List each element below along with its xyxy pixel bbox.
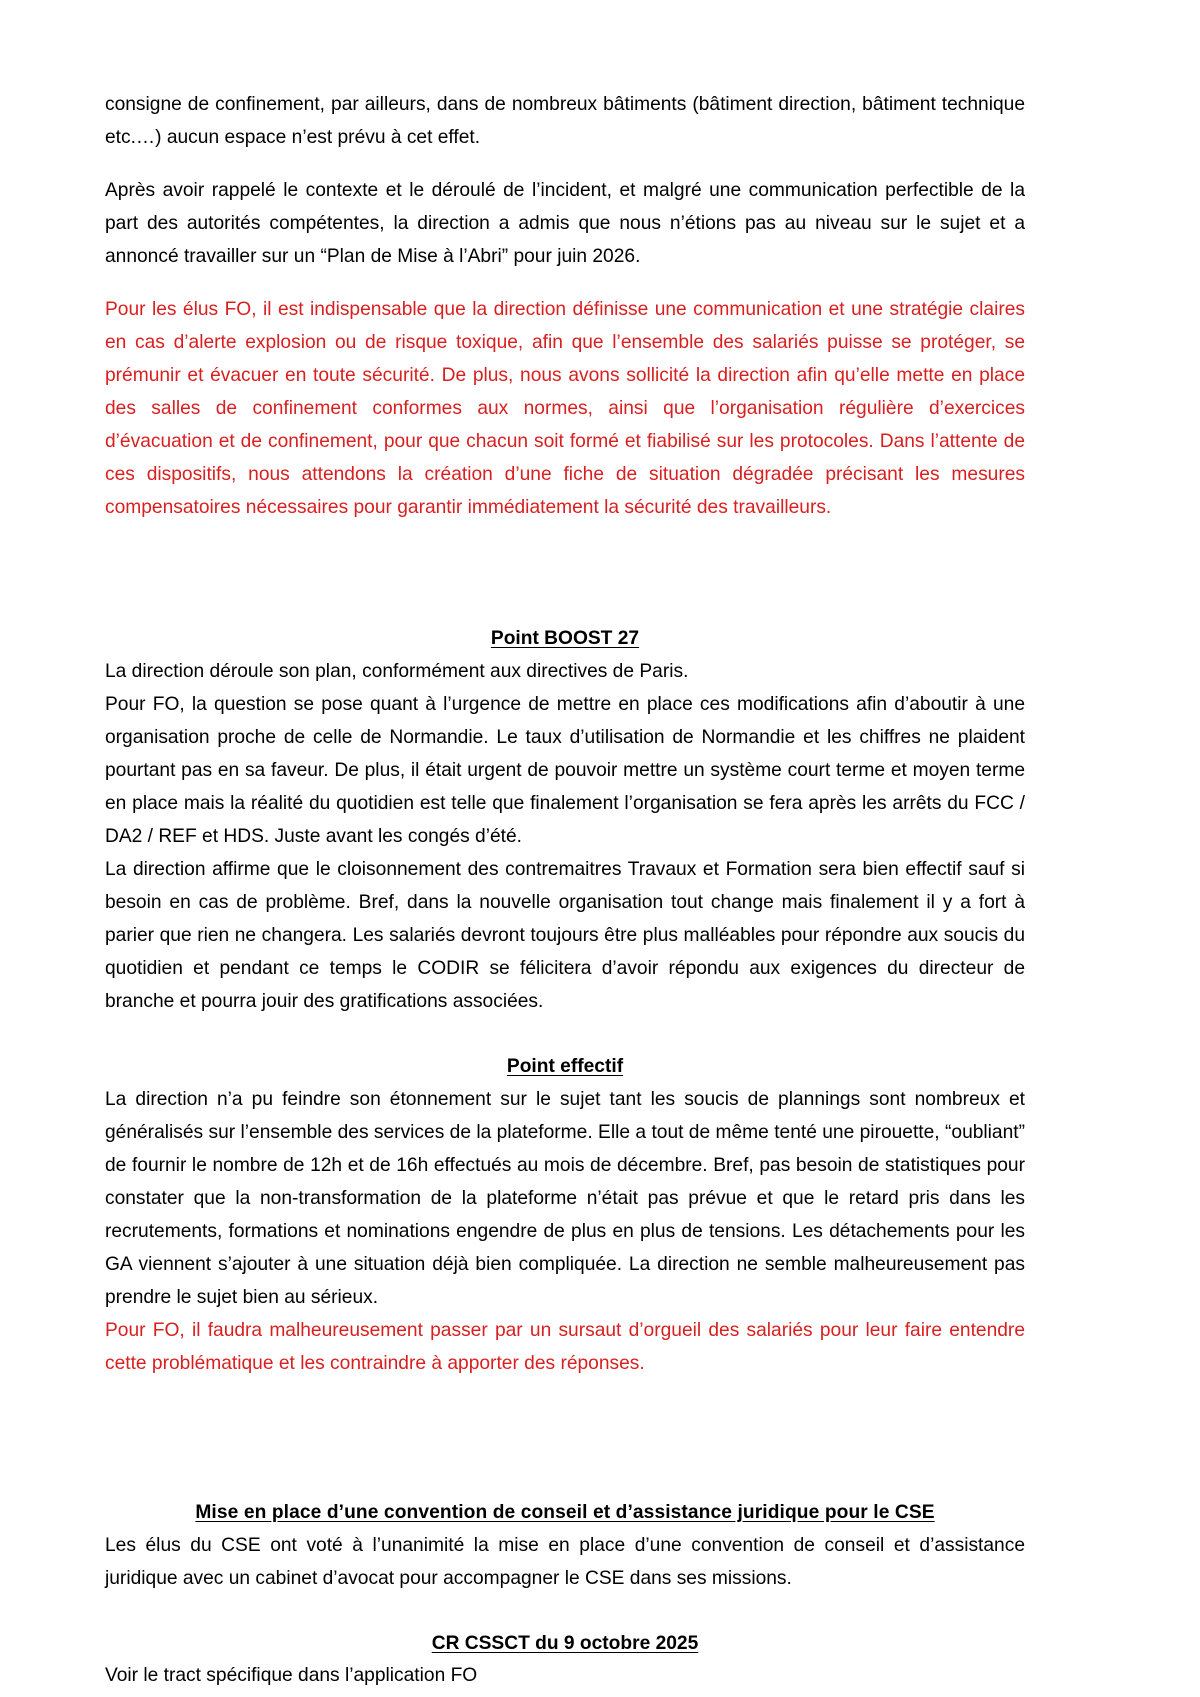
paragraph-boost-fo-question: Pour FO, la question se pose quant à l’urgence de mettre en place ces modifications afin d’aboutir à une organisation proche de celle de Normandie. Le taux d’utilisation de Normandie et les chiffres ne plaident pourtant pas en sa faveur. De plus, il était urgent de pouvoir mettre un système court terme et moyen terme en place mais la réalité du quotidien est telle que finalement l’organisation se fera après les arrêts du FCC / DA2 / REF et HDS. Juste avant les congés d’été. [105, 693, 1025, 847]
paragraph-cssct-tract: Voir le tract spécifique dans l’application FO [105, 1665, 478, 1687]
paragraph-boost-cloisonnement: La direction affirme que le cloisonnement des contremaitres Travaux et Formation sera bien effectif sauf si besoin en cas de problème. Bref, dans la nouvelle organisation tout change mais finalement il y a fort à parier que rien ne changera. Les salariés devront toujours être plus malléables pour répondre aux soucis du quotidien et pendant ce temps le CODIR se félicitera d’avoir répondu aux exigences du directeur de branche et pourra jouir des gratifications associées. [105, 859, 1025, 1013]
spacer [105, 1018, 1025, 1052]
spacer [105, 273, 1025, 293]
heading-convention-juridique: Mise en place d’une convention de conseil et d’assistance juridique pour le CSE [195, 1501, 935, 1523]
paragraph-fo-position-confinement: Pour les élus FO, il est indispensable que la direction définisse une communication et une stratégie claires en cas d’alerte explosion ou de risque toxique, afin que l’ensemble des salariés puisse se protéger, se prémunir et évacuer en toute sécurité. De plus, nous avons sollicité la direction afin qu’elle mette en place des salles de confinement conformes aux normes, ainsi que l’organisation régulière d’exercices d’évacuation et de confinement, pour que chacun soit formé et fiabilisé sur les protocoles. Dans l’attente de ces dispositifs, nous attendons la création d’une fiche de situation dégradée précisant les mesures compensatoires nécessaires pour garantir immédiatement la sécurité des travailleurs. [105, 299, 1025, 519]
spacer [105, 524, 1025, 624]
document-body [105, 88, 1025, 1692]
paragraph-confinement: consigne de confinement, par ailleurs, dans de nombreux bâtiments (bâtiment direction, bâtiment technique etc.…) aucun espace n’est prévu à cet effet. [105, 94, 1025, 149]
paragraph-effectif-fo-position: Pour FO, il faudra malheureusement passer par un sursaut d’orgueil des salariés pour leur faire entendre cette problématique et les contraindre à apporter des réponses. [105, 1319, 1025, 1374]
paragraph-apres-avoir-rappele: Après avoir rappelé le contexte et le déroulé de l’incident, et malgré une communication perfectible de la part des autorités compétentes, la direction a admis que nous n’étions pas au niveau sur le sujet et a annoncé travailler sur un “Plan de Mise à l’Abri” pour juin 2026. [105, 180, 1025, 268]
paragraph-convention-juridique: Les élus du CSE ont voté à l’unanimité la mise en place d’une convention de conseil et d’assistance juridique avec un cabinet d’avocat pour accompagner le CSE dans ses missions. [105, 1534, 1025, 1589]
heading-cr-cssct: CR CSSCT du 9 octobre 2025 [431, 1632, 699, 1654]
heading-point-effectif: Point effectif [506, 1056, 624, 1078]
heading-point-boost-27: Point BOOST 27 [490, 628, 640, 650]
paragraph-boost-intro: La direction déroule son plan, conformément aux directives de Paris. [105, 660, 689, 682]
spacer [105, 1380, 1025, 1498]
spacer [105, 1595, 1025, 1629]
paragraph-effectif-main: La direction n’a pu feindre son étonnement sur le sujet tant les soucis de plannings sont nombreux et généralisés sur l’ensemble des services de la plateforme. Elle a tout de même tenté une pirouette, “oubliant” de fournir le nombre de 12h et de 16h effectués au mois de décembre. Bref, pas besoin de statistiques pour constater que la non-transformation de la plateforme n’était pas prévue et que le retard pris dans les recrutements, formations et nominations engendre de plus en plus de tensions. Les détachements pour les GA viennent s’ajouter à une situation déjà bien compliquée. La direction ne semble malheureusement pas prendre le sujet bien au sérieux. [105, 1088, 1025, 1308]
spacer [105, 154, 1025, 174]
